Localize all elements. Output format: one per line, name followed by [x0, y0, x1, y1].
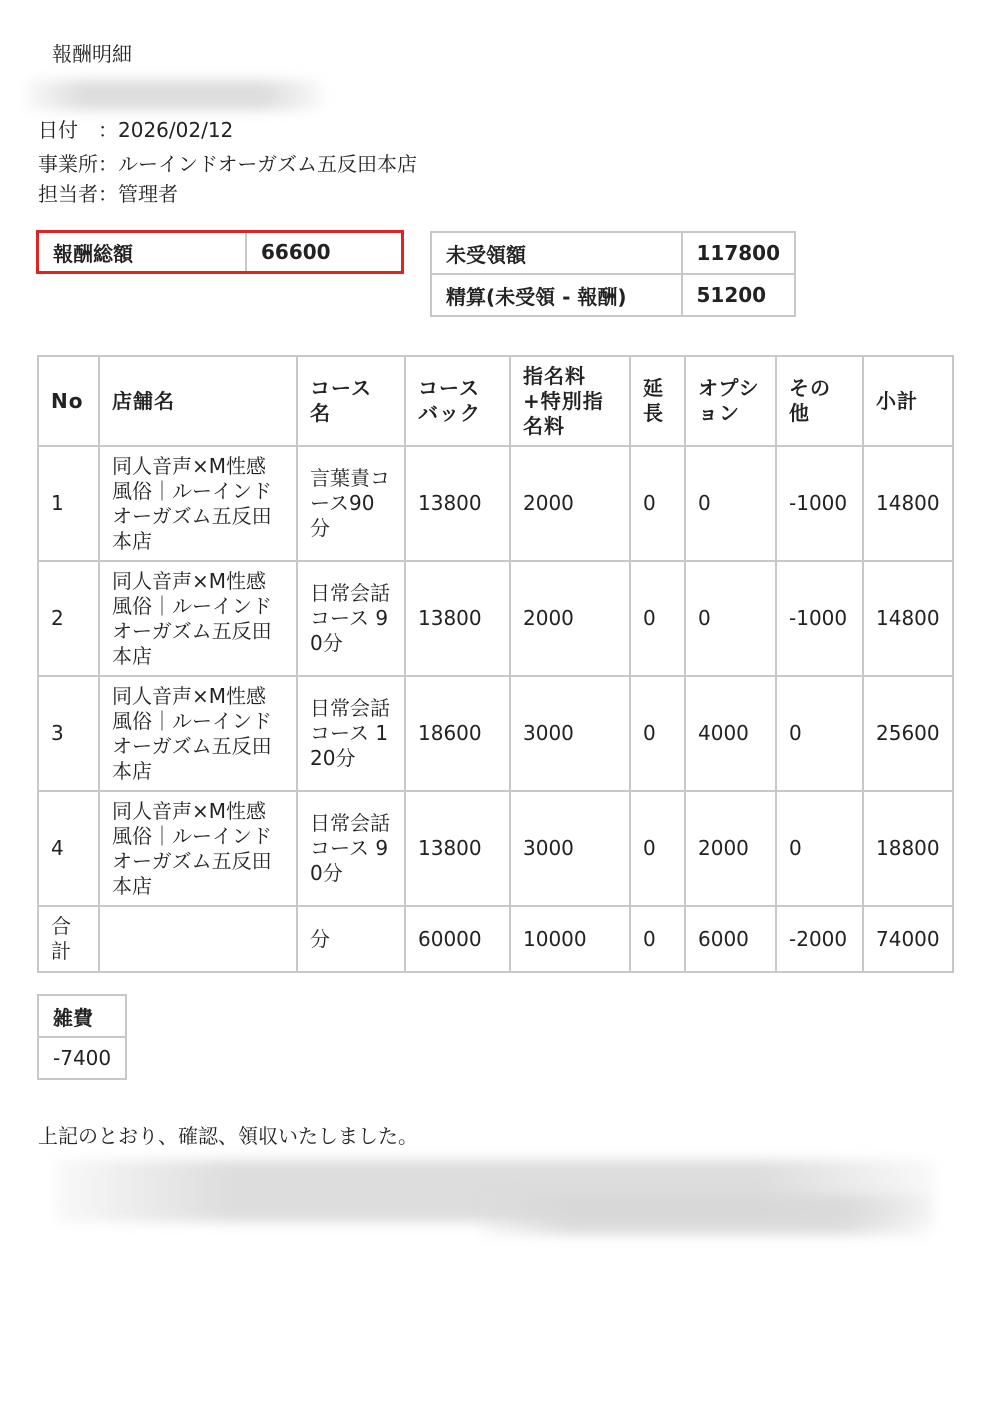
header-course: コース名 — [297, 356, 405, 446]
cell-no: 4 — [38, 791, 99, 906]
cell-option: 2000 — [685, 791, 776, 906]
total-extension: 0 — [630, 906, 685, 972]
staff-value: 管理者 — [118, 182, 178, 206]
cell-extension: 0 — [630, 676, 685, 791]
settlement-value: 51200 — [682, 274, 796, 316]
total-label: 合計 — [38, 906, 99, 972]
unreceived-row — [431, 232, 795, 274]
total-reward-label: 報酬総額 — [39, 233, 247, 271]
unreceived-label: 未受領額 — [431, 232, 682, 274]
total-subtotal: 74000 — [863, 906, 953, 972]
total-reward-box — [36, 230, 404, 274]
misc-expense-table — [37, 994, 127, 1080]
header-other: その他 — [776, 356, 863, 446]
cell-other: 0 — [776, 791, 863, 906]
office-value: ルーインドオーガズム五反田本店 — [118, 152, 417, 176]
redacted-block — [26, 80, 322, 110]
cell-course: 言葉責コース90分 — [297, 446, 405, 561]
cell-nomination: 3000 — [510, 791, 630, 906]
staff-label: 担当者： — [38, 182, 118, 206]
header-nomination: 指名料+特別指名料 — [510, 356, 630, 446]
date-label: 日付 ： — [38, 118, 118, 142]
cell-course: 日常会話コース 90分 — [297, 561, 405, 676]
cell-no: 3 — [38, 676, 99, 791]
cell-nomination: 2000 — [510, 561, 630, 676]
header-option: オプション — [685, 356, 776, 446]
cell-extension: 0 — [630, 446, 685, 561]
cell-other: -1000 — [776, 561, 863, 676]
total-course-back: 60000 — [405, 906, 510, 972]
cell-nomination: 3000 — [510, 676, 630, 791]
total-other: -2000 — [776, 906, 863, 972]
office-label: 事業所： — [38, 152, 118, 176]
cell-course: 日常会話コース 90分 — [297, 791, 405, 906]
date-line — [38, 114, 233, 143]
total-option: 6000 — [685, 906, 776, 972]
detail-table — [37, 355, 954, 973]
cell-course-back: 13800 — [405, 561, 510, 676]
table-row — [38, 791, 953, 906]
total-nomination: 10000 — [510, 906, 630, 972]
cell-no: 1 — [38, 446, 99, 561]
header-store: 店舗名 — [99, 356, 297, 446]
unreceived-value: 117800 — [682, 232, 796, 274]
header-extension: 延長 — [630, 356, 685, 446]
total-course: 分 — [297, 906, 405, 972]
cell-subtotal: 18800 — [863, 791, 953, 906]
cell-option: 4000 — [685, 676, 776, 791]
settlement-label: 精算(未受領 - 報酬) — [431, 274, 682, 316]
cell-option: 0 — [685, 561, 776, 676]
cell-nomination: 2000 — [510, 446, 630, 561]
cell-course-back: 18600 — [405, 676, 510, 791]
misc-expense-label: 雑費 — [38, 995, 126, 1037]
detail-header-row — [38, 356, 953, 446]
table-row — [38, 676, 953, 791]
total-row — [38, 906, 953, 972]
cell-course: 日常会話コース 120分 — [297, 676, 405, 791]
staff-line — [38, 178, 178, 207]
cell-extension: 0 — [630, 791, 685, 906]
cell-no: 2 — [38, 561, 99, 676]
settlement-table — [430, 231, 796, 317]
cell-course-back: 13800 — [405, 791, 510, 906]
cell-subtotal: 14800 — [863, 446, 953, 561]
table-row — [38, 561, 953, 676]
closing-statement: 上記のとおり、確認、領収いたしました。 — [38, 1124, 418, 1148]
date-value: 2026/02/12 — [118, 118, 234, 142]
cell-store: 同人音声×M性感風俗｜ルーインドオーガズム五反田本店 — [99, 446, 297, 561]
header-no: No — [38, 356, 99, 446]
settlement-row — [431, 274, 795, 316]
cell-other: 0 — [776, 676, 863, 791]
cell-subtotal: 14800 — [863, 561, 953, 676]
misc-expense-value: -7400 — [38, 1037, 126, 1079]
cell-course-back: 13800 — [405, 446, 510, 561]
cell-store: 同人音声×M性感風俗｜ルーインドオーガズム五反田本店 — [99, 791, 297, 906]
cell-store: 同人音声×M性感風俗｜ルーインドオーガズム五反田本店 — [99, 561, 297, 676]
total-reward-value: 66600 — [261, 240, 331, 264]
header-subtotal: 小計 — [863, 356, 953, 446]
total-store — [99, 906, 297, 972]
header-course-back: コースバック — [405, 356, 510, 446]
cell-option: 0 — [685, 446, 776, 561]
cell-extension: 0 — [630, 561, 685, 676]
redacted-block — [480, 1195, 930, 1235]
document-title: 報酬明細 — [52, 42, 132, 66]
table-row — [38, 446, 953, 561]
cell-subtotal: 25600 — [863, 676, 953, 791]
cell-store: 同人音声×M性感風俗｜ルーインドオーガズム五反田本店 — [99, 676, 297, 791]
cell-other: -1000 — [776, 446, 863, 561]
office-line — [38, 148, 417, 177]
